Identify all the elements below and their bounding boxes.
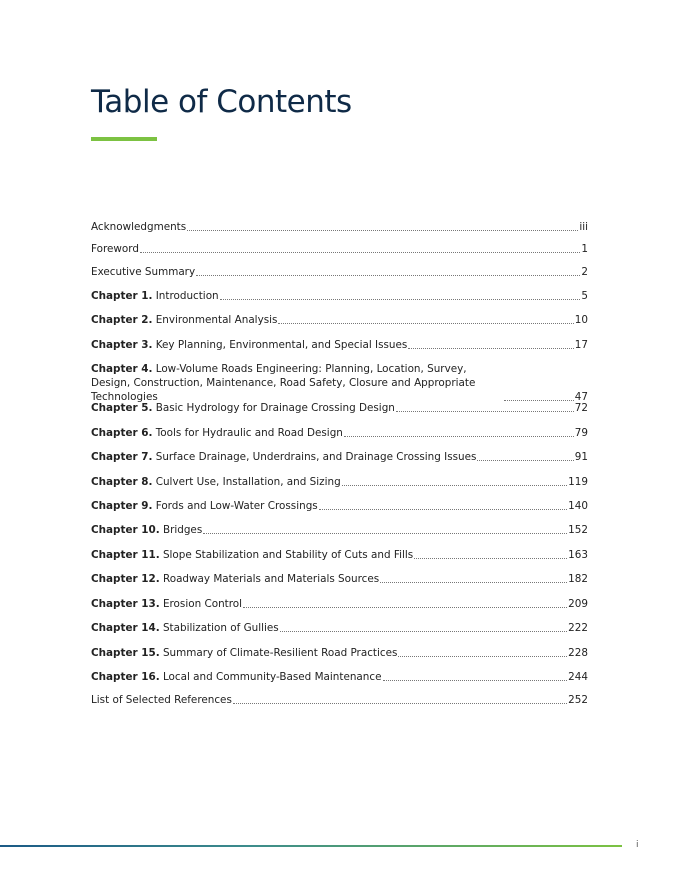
toc-entry-text: Roadway Materials and Materials Sources [162, 573, 380, 585]
toc-page-number: 2 [581, 266, 588, 278]
toc-leader-dots [233, 703, 567, 704]
toc-chapter-label: Chapter 7. [91, 451, 153, 463]
toc-leader-dots [342, 485, 567, 486]
toc-entry-title [91, 338, 407, 352]
title-underline [91, 137, 157, 141]
toc-page-number: 119 [568, 476, 588, 488]
toc-entry-title [91, 289, 219, 303]
toc-page-number: iii [579, 221, 588, 233]
toc-page-number: 79 [574, 427, 588, 439]
toc-entry[interactable] [91, 548, 588, 562]
toc-chapter-label: Chapter 6. [91, 427, 153, 439]
toc-entry[interactable] [91, 338, 588, 352]
toc-entry-title [91, 597, 242, 611]
toc-chapter-label: Chapter 12. [91, 573, 160, 585]
toc-entry[interactable] [91, 265, 588, 279]
toc-entry[interactable] [91, 646, 588, 660]
toc-entry-text: Erosion Control [162, 598, 243, 610]
toc-entry-text: Key Planning, Environmental, and Special Issues [155, 339, 408, 351]
toc-entry-title [91, 548, 413, 562]
toc-entry-text: Foreword [91, 243, 139, 255]
toc-entry-title [91, 670, 382, 684]
toc-leader-dots [196, 275, 580, 276]
toc-page-number: 209 [568, 598, 588, 610]
toc-entry-text: Culvert Use, Installation, and Sizing [155, 476, 341, 488]
toc-entry[interactable] [91, 523, 588, 537]
toc-page-number: 47 [574, 391, 588, 403]
toc-entry-text: Slope Stabilization and Stability of Cuts and Fills [162, 549, 414, 561]
toc-page-number: 17 [574, 339, 588, 351]
toc-entry-text: Environmental Analysis [155, 314, 278, 326]
footer-rule [0, 845, 622, 847]
toc-leader-dots [477, 460, 573, 461]
toc-entry-text: Summary of Climate-Resilient Road Practices [162, 647, 398, 659]
toc-leader-dots [398, 656, 567, 657]
toc-entry-title [91, 572, 379, 586]
toc-entry-title [91, 450, 476, 464]
toc-page-number: 1 [581, 243, 588, 255]
toc-entry-text: Stabilization of Gullies [162, 622, 279, 634]
toc-page-number: 152 [568, 524, 588, 536]
toc-entry[interactable] [91, 426, 588, 440]
toc-entry[interactable] [91, 362, 588, 404]
toc-leader-dots [380, 582, 567, 583]
toc-entry-title [91, 242, 139, 256]
toc-page-number: 140 [568, 500, 588, 512]
toc-entry[interactable] [91, 475, 588, 489]
toc-chapter-label: Chapter 2. [91, 314, 153, 326]
toc-leader-dots [243, 607, 567, 608]
toc-entry-title [91, 426, 343, 440]
toc-page-number: 72 [574, 402, 588, 414]
toc-entry[interactable] [91, 499, 588, 513]
toc-page-number: 244 [568, 671, 588, 683]
toc-leader-dots [319, 509, 567, 510]
toc-page-number: 5 [581, 290, 588, 302]
toc-leader-dots [278, 323, 573, 324]
page-title: Table of Contents [91, 84, 352, 120]
toc-entry[interactable] [91, 313, 588, 327]
toc-leader-dots [396, 411, 574, 412]
toc-page-number: 91 [574, 451, 588, 463]
toc-entry-title [91, 523, 202, 537]
toc-leader-dots [408, 348, 573, 349]
footer-page-number: i [636, 840, 639, 850]
toc-chapter-label: Chapter 11. [91, 549, 160, 561]
toc-chapter-label: Chapter 9. [91, 500, 153, 512]
toc-entry-text: Low-Volume Roads Engineering: Planning, Location, Survey, Design, Construction, Maintenance, Road Safety, Closure and Appropriate Technologies [91, 363, 476, 403]
toc-entry-text: Executive Summary [91, 266, 196, 278]
toc-chapter-label: Chapter 8. [91, 476, 153, 488]
toc-page-number: 163 [568, 549, 588, 561]
toc-entry-text: Local and Community-Based Maintenance [162, 671, 382, 683]
toc-entry-title [91, 693, 232, 707]
toc-chapter-label: Chapter 14. [91, 622, 160, 634]
toc-entry-title [91, 313, 277, 327]
toc-entry-text: Tools for Hydraulic and Road Design [155, 427, 343, 439]
toc-page-number: 222 [568, 622, 588, 634]
toc-page-number: 182 [568, 573, 588, 585]
toc-leader-dots [414, 558, 567, 559]
toc-entry[interactable] [91, 670, 588, 684]
toc-leader-dots [383, 680, 568, 681]
toc-entry-text: Acknowledgments [91, 221, 187, 233]
toc-entry-text: Basic Hydrology for Drainage Crossing Design [155, 402, 395, 414]
toc-entry-text: Bridges [162, 524, 203, 536]
toc-entry[interactable] [91, 401, 588, 415]
toc-entry-text: List of Selected References [91, 694, 232, 706]
toc-entry[interactable] [91, 572, 588, 586]
toc-chapter-label: Chapter 4. [91, 363, 153, 375]
toc-page-number: 10 [574, 314, 588, 326]
toc-leader-dots [203, 533, 567, 534]
toc-leader-dots [280, 631, 567, 632]
toc-entry-title [91, 646, 397, 660]
toc-entry-title [91, 621, 279, 635]
toc-entry[interactable] [91, 220, 588, 234]
toc-page-number: 228 [568, 647, 588, 659]
toc-chapter-label: Chapter 5. [91, 402, 153, 414]
toc-leader-dots [220, 299, 581, 300]
toc-entry-title [91, 499, 318, 513]
toc-leader-dots [344, 436, 574, 437]
toc-entry[interactable] [91, 289, 588, 303]
toc-chapter-label: Chapter 16. [91, 671, 160, 683]
toc-entry[interactable] [91, 242, 588, 256]
toc-chapter-label: Chapter 15. [91, 647, 160, 659]
toc-entry[interactable] [91, 597, 588, 611]
toc-entry-title [91, 265, 195, 279]
toc-leader-dots [140, 252, 580, 253]
toc-chapter-label: Chapter 1. [91, 290, 153, 302]
toc-entry-title [91, 362, 503, 404]
toc-entry-title [91, 401, 395, 415]
toc-entry-title [91, 475, 341, 489]
toc-leader-dots [187, 230, 578, 231]
toc-page-number: 252 [568, 694, 588, 706]
toc-entry-text: Introduction [155, 290, 219, 302]
toc-entry[interactable] [91, 693, 588, 707]
toc-chapter-label: Chapter 3. [91, 339, 153, 351]
toc-entry[interactable] [91, 450, 588, 464]
toc-entry-text: Fords and Low-Water Crossings [155, 500, 318, 512]
toc-entry[interactable] [91, 621, 588, 635]
toc-chapter-label: Chapter 10. [91, 524, 160, 536]
toc-entry-title [91, 220, 186, 234]
toc-chapter-label: Chapter 13. [91, 598, 160, 610]
toc-entry-text: Surface Drainage, Underdrains, and Drainage Crossing Issues [155, 451, 477, 463]
